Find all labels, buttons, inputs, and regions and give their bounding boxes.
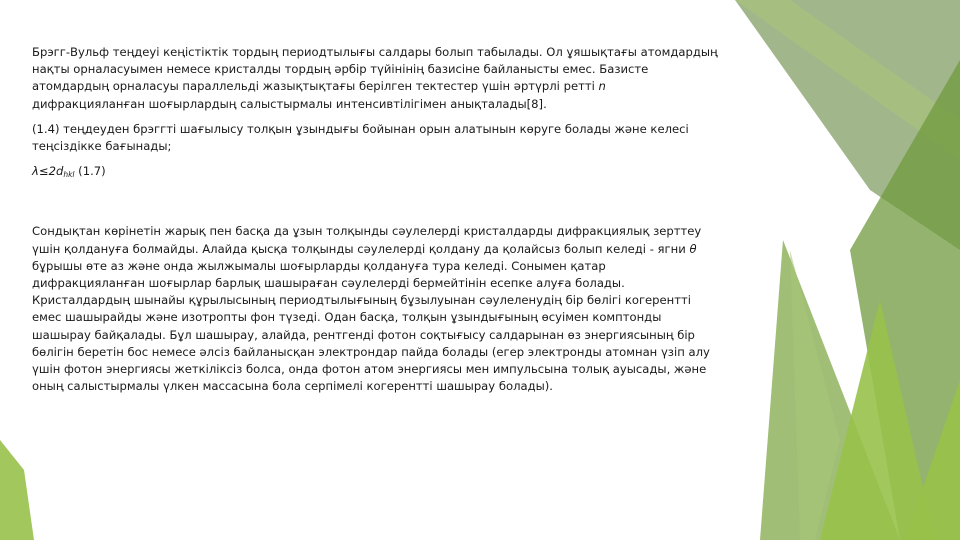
angle-theta: θ xyxy=(689,241,697,256)
slide-text xyxy=(32,44,722,403)
paragraph-inequality-intro: (1.4) теңдеуден брэггті шағылысу толқын ұзындығы бойынан орын алатынын көруге болады және келесі теңсіздікке бағынады; xyxy=(32,121,689,154)
paragraph-scattering: Сондықтан көрінетін жарық пен басқа да ұзын толқынды сәулелерді кристалдарды дифракциялық зерттеу үшін қолдануға болмайды. Алайда қысқа толқынды сәулелерді қолдану да қолайсыз болып келеді - ягни θ бұрышы өте аз және онда жылжымалы шоғырларды қолдануға тура келеді. Сонымен қатар дифракцияланған шоғырлар барлық шашыраған сәулелерді бермейтінін есепке алуға болады. Кристалдардың шынайы құрылысының периодтылығының бұзылуынан сәулеленудің бір бөлігі когерентті емес шашырайды және изотропты фон түзеді. Одан басқа, толқын ұзындығының өсуімен комптонды шашырау байқалады. Бұл шашырау, алайда, рентгенді фотон соқтығысу салдарынан өз энергиясының бір бөлігін беретін бос немесе әлсіз байланысқан электрондар пайда болады (егер электронды атомнан үзіп алу үшін фотон энергиясы жеткіліксіз болса, онда фотон атом энергиясы мен импульсына толық ауысады, және оның салыстырмалы үлкен массасына бола серпімелі когерентті шашырау болады). xyxy=(32,224,710,394)
formula-1-7: $\lambda\le 2d_{hkl}$ (1.7) xyxy=(32,164,106,180)
triangle-left xyxy=(0,440,34,540)
order-n: n xyxy=(598,79,606,94)
paragraph-bragg-wulf: Брэгг-Вульф теңдеуі кеңістіктік тордың периодтылығы салдары болып табылады. Ол ұяшықтағы атомдардың нақты орналасуымен немесе кристалды тордың әрбір түйінінің базисіне байланысты емес. Базисте атомдардың орналасуы параллельді жазықтықтағы берілген тектестер үшін әртүрлі ретті n дифракцияланған шоғырлардың салыстырмалы интенсивтілігімен анықталады[8]. xyxy=(32,45,718,111)
